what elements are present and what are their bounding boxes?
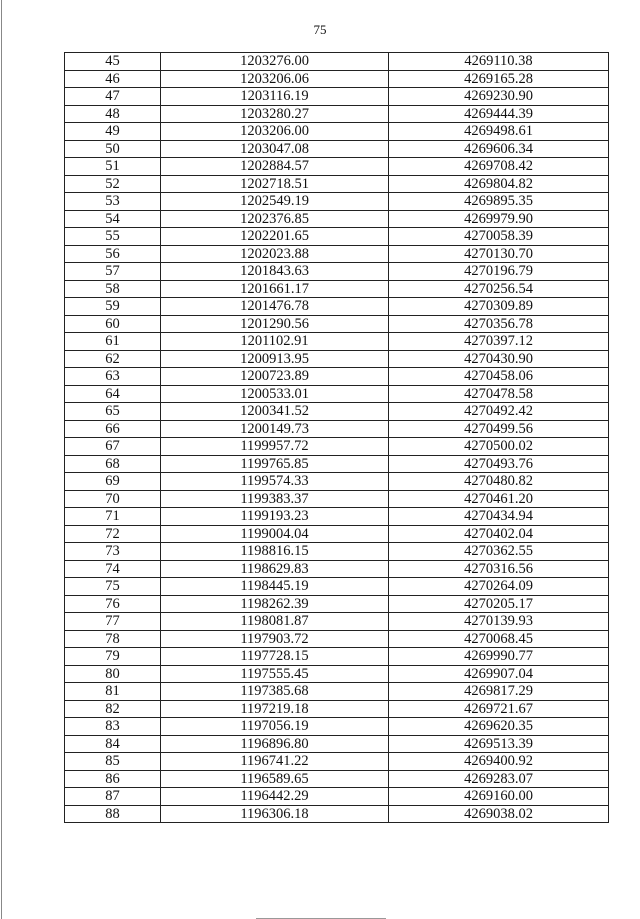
y-coordinate-cell: 4269165.28 bbox=[389, 70, 609, 88]
y-coordinate-cell: 4270478.58 bbox=[389, 385, 609, 403]
table-row bbox=[65, 473, 609, 491]
x-coordinate-cell: 1203280.27 bbox=[161, 105, 389, 123]
point-number-cell: 77 bbox=[65, 613, 161, 631]
table-row bbox=[65, 700, 609, 718]
x-coordinate-cell: 1203047.08 bbox=[161, 140, 389, 158]
point-number-cell: 68 bbox=[65, 455, 161, 473]
point-number-cell: 69 bbox=[65, 473, 161, 491]
point-number-cell: 49 bbox=[65, 123, 161, 141]
y-coordinate-cell: 4270397.12 bbox=[389, 333, 609, 351]
table-row bbox=[65, 508, 609, 526]
y-coordinate-cell: 4269817.29 bbox=[389, 683, 609, 701]
y-coordinate-cell: 4269400.92 bbox=[389, 753, 609, 771]
table-row bbox=[65, 630, 609, 648]
x-coordinate-cell: 1202549.19 bbox=[161, 193, 389, 211]
point-number-cell: 88 bbox=[65, 805, 161, 823]
x-coordinate-cell: 1200533.01 bbox=[161, 385, 389, 403]
point-number-cell: 52 bbox=[65, 175, 161, 193]
y-coordinate-cell: 4269160.00 bbox=[389, 788, 609, 806]
table-row bbox=[65, 770, 609, 788]
point-number-cell: 57 bbox=[65, 263, 161, 281]
point-number-cell: 47 bbox=[65, 88, 161, 106]
x-coordinate-cell: 1202376.85 bbox=[161, 210, 389, 228]
point-number-cell: 51 bbox=[65, 158, 161, 176]
y-coordinate-cell: 4270458.06 bbox=[389, 368, 609, 386]
y-coordinate-cell: 4270480.82 bbox=[389, 473, 609, 491]
point-number-cell: 60 bbox=[65, 315, 161, 333]
point-number-cell: 71 bbox=[65, 508, 161, 526]
table-row bbox=[65, 665, 609, 683]
y-coordinate-cell: 4270196.79 bbox=[389, 263, 609, 281]
x-coordinate-cell: 1199957.72 bbox=[161, 438, 389, 456]
x-coordinate-cell: 1197219.18 bbox=[161, 700, 389, 718]
point-number-cell: 80 bbox=[65, 665, 161, 683]
table-row bbox=[65, 280, 609, 298]
x-coordinate-cell: 1200341.52 bbox=[161, 403, 389, 421]
x-coordinate-cell: 1196741.22 bbox=[161, 753, 389, 771]
y-coordinate-cell: 4270316.56 bbox=[389, 560, 609, 578]
point-number-cell: 62 bbox=[65, 350, 161, 368]
y-coordinate-cell: 4270492.42 bbox=[389, 403, 609, 421]
table-row bbox=[65, 525, 609, 543]
y-coordinate-cell: 4270139.93 bbox=[389, 613, 609, 631]
point-number-cell: 78 bbox=[65, 630, 161, 648]
table-row bbox=[65, 455, 609, 473]
table-row bbox=[65, 613, 609, 631]
table-row bbox=[65, 193, 609, 211]
table-row bbox=[65, 315, 609, 333]
table-row bbox=[65, 140, 609, 158]
x-coordinate-cell: 1197385.68 bbox=[161, 683, 389, 701]
y-coordinate-cell: 4269721.67 bbox=[389, 700, 609, 718]
y-coordinate-cell: 4270430.90 bbox=[389, 350, 609, 368]
table-row bbox=[65, 788, 609, 806]
point-number-cell: 73 bbox=[65, 543, 161, 561]
x-coordinate-cell: 1198081.87 bbox=[161, 613, 389, 631]
point-number-cell: 48 bbox=[65, 105, 161, 123]
point-number-cell: 66 bbox=[65, 420, 161, 438]
point-number-cell: 65 bbox=[65, 403, 161, 421]
y-coordinate-cell: 4269907.04 bbox=[389, 665, 609, 683]
table-row bbox=[65, 105, 609, 123]
y-coordinate-cell: 4270461.20 bbox=[389, 490, 609, 508]
table-row bbox=[65, 175, 609, 193]
point-number-cell: 83 bbox=[65, 718, 161, 736]
table-row bbox=[65, 648, 609, 666]
x-coordinate-cell: 1197555.45 bbox=[161, 665, 389, 683]
point-number-cell: 61 bbox=[65, 333, 161, 351]
table-row bbox=[65, 578, 609, 596]
y-coordinate-cell: 4270130.70 bbox=[389, 245, 609, 263]
y-coordinate-cell: 4269895.35 bbox=[389, 193, 609, 211]
y-coordinate-cell: 4269110.38 bbox=[389, 53, 609, 71]
table-row bbox=[65, 420, 609, 438]
y-coordinate-cell: 4270434.94 bbox=[389, 508, 609, 526]
x-coordinate-cell: 1198629.83 bbox=[161, 560, 389, 578]
table-row bbox=[65, 595, 609, 613]
x-coordinate-cell: 1201290.56 bbox=[161, 315, 389, 333]
table-row bbox=[65, 403, 609, 421]
point-number-cell: 67 bbox=[65, 438, 161, 456]
x-coordinate-cell: 1201476.78 bbox=[161, 298, 389, 316]
y-coordinate-cell: 4269804.82 bbox=[389, 175, 609, 193]
x-coordinate-cell: 1200149.73 bbox=[161, 420, 389, 438]
point-number-cell: 82 bbox=[65, 700, 161, 718]
point-number-cell: 74 bbox=[65, 560, 161, 578]
y-coordinate-cell: 4269990.77 bbox=[389, 648, 609, 666]
table-row bbox=[65, 490, 609, 508]
table-row bbox=[65, 88, 609, 106]
y-coordinate-cell: 4270264.09 bbox=[389, 578, 609, 596]
x-coordinate-cell: 1201661.17 bbox=[161, 280, 389, 298]
x-coordinate-cell: 1197728.15 bbox=[161, 648, 389, 666]
y-coordinate-cell: 4270499.56 bbox=[389, 420, 609, 438]
table-row bbox=[65, 333, 609, 351]
x-coordinate-cell: 1199383.37 bbox=[161, 490, 389, 508]
y-coordinate-cell: 4270205.17 bbox=[389, 595, 609, 613]
point-number-cell: 76 bbox=[65, 595, 161, 613]
y-coordinate-cell: 4270402.04 bbox=[389, 525, 609, 543]
point-number-cell: 70 bbox=[65, 490, 161, 508]
table-row bbox=[65, 718, 609, 736]
y-coordinate-cell: 4269444.39 bbox=[389, 105, 609, 123]
table-row bbox=[65, 560, 609, 578]
point-number-cell: 87 bbox=[65, 788, 161, 806]
point-number-cell: 84 bbox=[65, 735, 161, 753]
x-coordinate-cell: 1196306.18 bbox=[161, 805, 389, 823]
page-number: 75 bbox=[313, 22, 327, 37]
y-coordinate-cell: 4269038.02 bbox=[389, 805, 609, 823]
x-coordinate-cell: 1196589.65 bbox=[161, 770, 389, 788]
point-number-cell: 50 bbox=[65, 140, 161, 158]
point-number-cell: 56 bbox=[65, 245, 161, 263]
page-edge-rule bbox=[1, 0, 2, 919]
point-number-cell: 55 bbox=[65, 228, 161, 246]
x-coordinate-cell: 1203206.00 bbox=[161, 123, 389, 141]
y-coordinate-cell: 4269513.39 bbox=[389, 735, 609, 753]
table-row bbox=[65, 683, 609, 701]
y-coordinate-cell: 4269283.07 bbox=[389, 770, 609, 788]
table-row bbox=[65, 210, 609, 228]
table-row bbox=[65, 123, 609, 141]
y-coordinate-cell: 4269498.61 bbox=[389, 123, 609, 141]
point-number-cell: 79 bbox=[65, 648, 161, 666]
x-coordinate-cell: 1198445.19 bbox=[161, 578, 389, 596]
y-coordinate-cell: 4269979.90 bbox=[389, 210, 609, 228]
point-number-cell: 86 bbox=[65, 770, 161, 788]
table-row bbox=[65, 245, 609, 263]
table-row bbox=[65, 228, 609, 246]
y-coordinate-cell: 4270058.39 bbox=[389, 228, 609, 246]
x-coordinate-cell: 1203276.00 bbox=[161, 53, 389, 71]
x-coordinate-cell: 1198816.15 bbox=[161, 543, 389, 561]
x-coordinate-cell: 1202718.51 bbox=[161, 175, 389, 193]
x-coordinate-cell: 1199004.04 bbox=[161, 525, 389, 543]
x-coordinate-cell: 1202023.88 bbox=[161, 245, 389, 263]
x-coordinate-cell: 1203116.19 bbox=[161, 88, 389, 106]
y-coordinate-cell: 4270309.89 bbox=[389, 298, 609, 316]
point-number-cell: 63 bbox=[65, 368, 161, 386]
table-row bbox=[65, 368, 609, 386]
x-coordinate-cell: 1197903.72 bbox=[161, 630, 389, 648]
table-row bbox=[65, 543, 609, 561]
table-row bbox=[65, 158, 609, 176]
point-number-cell: 64 bbox=[65, 385, 161, 403]
x-coordinate-cell: 1200723.89 bbox=[161, 368, 389, 386]
x-coordinate-cell: 1203206.06 bbox=[161, 70, 389, 88]
coordinates-table-body bbox=[65, 53, 609, 823]
x-coordinate-cell: 1201102.91 bbox=[161, 333, 389, 351]
table-row bbox=[65, 70, 609, 88]
table-row bbox=[65, 385, 609, 403]
point-number-cell: 85 bbox=[65, 753, 161, 771]
point-number-cell: 58 bbox=[65, 280, 161, 298]
table-row bbox=[65, 53, 609, 71]
y-coordinate-cell: 4270068.45 bbox=[389, 630, 609, 648]
table-row bbox=[65, 805, 609, 823]
x-coordinate-cell: 1201843.63 bbox=[161, 263, 389, 281]
point-number-cell: 45 bbox=[65, 53, 161, 71]
point-number-cell: 72 bbox=[65, 525, 161, 543]
point-number-cell: 75 bbox=[65, 578, 161, 596]
y-coordinate-cell: 4270493.76 bbox=[389, 455, 609, 473]
x-coordinate-cell: 1202884.57 bbox=[161, 158, 389, 176]
x-coordinate-cell: 1197056.19 bbox=[161, 718, 389, 736]
point-number-cell: 46 bbox=[65, 70, 161, 88]
point-number-cell: 53 bbox=[65, 193, 161, 211]
x-coordinate-cell: 1196442.29 bbox=[161, 788, 389, 806]
table-row bbox=[65, 753, 609, 771]
x-coordinate-cell: 1196896.80 bbox=[161, 735, 389, 753]
point-number-cell: 81 bbox=[65, 683, 161, 701]
x-coordinate-cell: 1200913.95 bbox=[161, 350, 389, 368]
table-row bbox=[65, 350, 609, 368]
y-coordinate-cell: 4270356.78 bbox=[389, 315, 609, 333]
x-coordinate-cell: 1199574.33 bbox=[161, 473, 389, 491]
table-row bbox=[65, 263, 609, 281]
y-coordinate-cell: 4270256.54 bbox=[389, 280, 609, 298]
point-number-cell: 59 bbox=[65, 298, 161, 316]
y-coordinate-cell: 4270500.02 bbox=[389, 438, 609, 456]
y-coordinate-cell: 4269620.35 bbox=[389, 718, 609, 736]
x-coordinate-cell: 1199193.23 bbox=[161, 508, 389, 526]
x-coordinate-cell: 1199765.85 bbox=[161, 455, 389, 473]
y-coordinate-cell: 4269230.90 bbox=[389, 88, 609, 106]
coordinates-table bbox=[64, 52, 609, 823]
y-coordinate-cell: 4269708.42 bbox=[389, 158, 609, 176]
point-number-cell: 54 bbox=[65, 210, 161, 228]
x-coordinate-cell: 1198262.39 bbox=[161, 595, 389, 613]
table-row bbox=[65, 438, 609, 456]
table-row bbox=[65, 735, 609, 753]
y-coordinate-cell: 4270362.55 bbox=[389, 543, 609, 561]
y-coordinate-cell: 4269606.34 bbox=[389, 140, 609, 158]
table-row bbox=[65, 298, 609, 316]
x-coordinate-cell: 1202201.65 bbox=[161, 228, 389, 246]
